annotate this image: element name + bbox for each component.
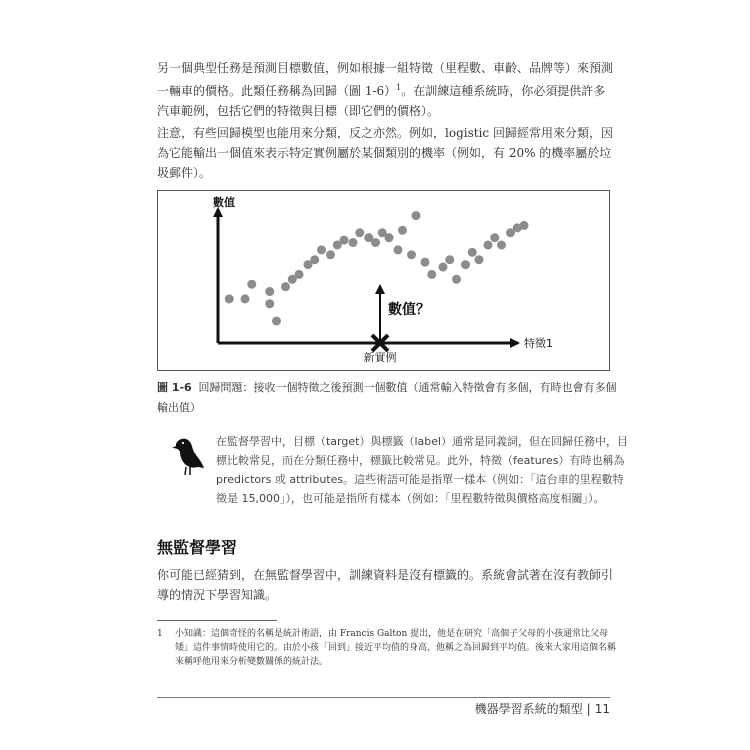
crow-icon — [170, 434, 206, 480]
data-point — [295, 270, 304, 279]
data-point — [310, 255, 319, 264]
data-point — [272, 316, 281, 325]
data-point — [484, 241, 493, 250]
figure-regression — [157, 190, 610, 371]
x-axis-label: 特徵1 — [524, 337, 553, 350]
footnote-text: 小知識：這個奇怪的名稱是統計術語，由 Francis Galton 提出，他是在研究「高個子父母的小孩通常比父母矮」這件事情時使用它的。由於小孩「回到」接近平均值的身高，他稱之為回歸到平均值。後來大家用這個名稱來稱呼他用來分析變數關係的統計法。 — [175, 629, 617, 667]
caption-label: 圖 1-6 — [157, 381, 192, 394]
data-point — [326, 250, 335, 259]
data-point — [398, 226, 407, 235]
data-point — [371, 238, 380, 247]
running-title: 機器學習系統的類型 — [474, 702, 583, 716]
y-axis-label: 數值 — [213, 196, 235, 209]
prediction-label: 數值？ — [388, 302, 430, 318]
data-point — [452, 275, 461, 284]
footnote-divider — [157, 620, 277, 621]
data-point — [225, 294, 234, 303]
footnote-number: 1 — [157, 629, 163, 639]
data-point — [497, 241, 506, 250]
paragraph-regression-classification: 注意，有些回歸模型也能用來分類，反之亦然。例如，logistic 回歸經常用來分類，因為它能輸出一個值來表示特定實例屬於某個類別的機率（例如，有 20% 的機率屬於垃圾郵件）。 — [157, 126, 613, 180]
data-point — [385, 233, 394, 242]
section-heading: 無監督學習 — [157, 538, 238, 557]
paragraph-text-tail: 。在訓練這種系統時，你必須提供許多汽車範例，包括它們的特徵與目標（即它們的價格）。 — [157, 84, 606, 118]
scatter-points — [225, 211, 529, 325]
data-point — [265, 299, 274, 308]
data-point — [427, 270, 436, 279]
paragraph-regression-intro — [157, 58, 617, 121]
paragraph-unsupervised: 你可能已經猜到，在無監督學習中，訓練資料是沒有標籤的。系統會試著在沒有教師引導的情況下學習知識。 — [157, 568, 614, 602]
data-point — [461, 260, 470, 269]
data-point — [445, 255, 454, 264]
footer-separator: | — [586, 702, 591, 716]
data-point — [355, 228, 364, 237]
data-point — [349, 238, 358, 247]
regression-chart — [158, 191, 609, 370]
data-point — [490, 233, 499, 242]
data-point — [265, 287, 274, 296]
page-number: 11 — [594, 702, 610, 716]
data-point — [421, 258, 430, 267]
data-point — [520, 221, 529, 230]
data-point — [241, 294, 250, 303]
caption-text: 回歸問題：接收一個特徵之後預測一個數值（通常輸入特徵會有多個，有時也會有多個輸出值） — [157, 381, 617, 414]
data-point — [340, 236, 349, 245]
data-point — [439, 263, 448, 272]
data-point — [317, 245, 326, 254]
page-footer — [157, 700, 610, 717]
data-point — [247, 280, 256, 289]
data-point — [412, 211, 421, 220]
note-text: 在監督學習中，目標（target）與標籤（label）通常是同義詞，但在回歸任務中，目標比較常見，而在分類任務中，標籤比較常見。此外，特徵（features）有時也稱為 predictors 或 attributes。這些術語可能是指單一樣本（例如：「這台車的里程數特徵是 15,000」），也可能是指所有樣本（例如：「里程數特徵與價格高度相關」）。 — [216, 435, 629, 505]
data-point — [281, 282, 290, 291]
paragraph-text: 另一個典型任務是預測目標數值，例如根據一組特徵（里程數、車齡、品牌等）來預測一輛車的價格。此類任務稱為回歸（圖 1-6） — [157, 61, 614, 98]
data-point — [475, 255, 484, 264]
new-instance-label: 新實例 — [363, 351, 397, 364]
footnote — [157, 627, 617, 669]
footer-divider — [157, 697, 610, 698]
note-box — [170, 432, 630, 522]
data-point — [468, 248, 477, 257]
footnote-ref: 1 — [396, 83, 402, 92]
data-point — [407, 250, 416, 259]
data-point — [394, 245, 403, 254]
figure-caption — [157, 378, 627, 418]
